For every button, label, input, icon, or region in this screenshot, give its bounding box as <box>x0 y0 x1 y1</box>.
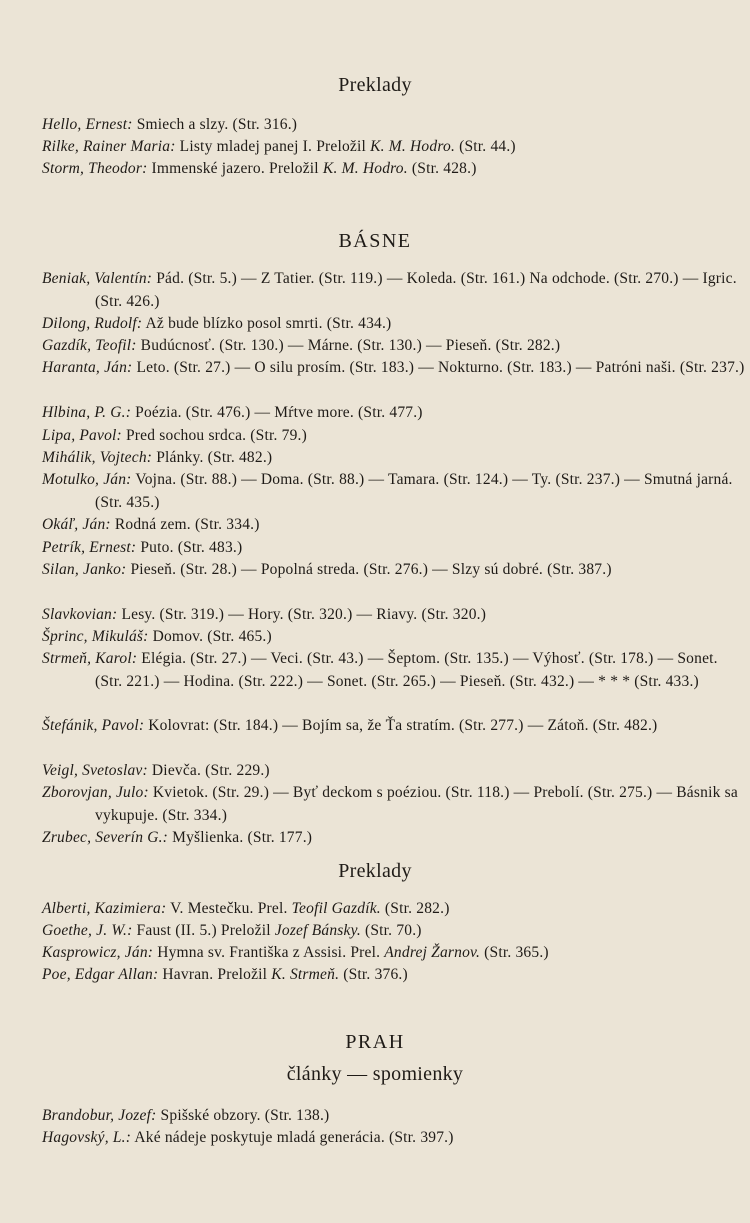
author-name: Silan, Janko: <box>42 561 127 578</box>
author-name: Zrubec, Severín G.: <box>42 829 169 846</box>
author-name: Haranta, Ján: <box>42 359 133 376</box>
author-name: Štefánik, Pavol: <box>42 717 145 734</box>
author-name: Motulko, Ján: <box>42 471 132 488</box>
page-ref: (Str. 282.) <box>380 900 450 917</box>
entry-text: Puto. (Str. 483.) <box>136 539 243 556</box>
author-name: Dilong, Rudolf: <box>42 315 143 332</box>
author-name: Poe, Edgar Allan: <box>42 966 159 983</box>
entry-dilong <box>42 313 692 336</box>
page-ref: (Str. 44.) <box>455 138 516 155</box>
entry-text: Dievča. (Str. 229.) <box>147 762 270 779</box>
page-ref: (Str. 365.) <box>480 944 549 961</box>
entry-text: Rodná zem. (Str. 334.) <box>110 516 260 533</box>
entry-text: Pred sochou srdca. (Str. 79.) <box>121 427 307 444</box>
entry-text: Myšlienka. (Str. 177.) <box>168 829 313 846</box>
translator-name: Jozef Bánsky. <box>274 922 361 939</box>
author-name: Zborovjan, Julo: <box>42 784 149 801</box>
page-ref: (Str. 428.) <box>407 160 477 177</box>
entry-haranta <box>42 357 745 380</box>
entry-text: Hymna sv. Františka z Assisi. Prel. <box>153 944 385 961</box>
entry-text: Budúcnosť. (Str. 130.) — Márne. (Str. 130.) — Pieseň. (Str. 282.) <box>136 337 561 354</box>
page-ref: (Str. 376.) <box>339 966 408 983</box>
section-heading-prah: PRAH <box>345 1031 405 1053</box>
author-name: Kasprowicz, Ján: <box>42 944 154 961</box>
entry-text: Poézia. (Str. 476.) — Mŕtve more. (Str. 477.) <box>131 404 423 421</box>
entry-stefanik <box>42 715 745 738</box>
section-heading-preklady: Preklady <box>338 74 412 96</box>
entry-veigl <box>42 760 692 783</box>
author-name: Brandobur, Jozef: <box>42 1107 157 1124</box>
author-name: Šprinc, Mikuláš: <box>42 628 149 645</box>
entry-hlbina <box>42 402 692 425</box>
translator-name: Andrej Žarnov. <box>384 944 481 961</box>
entry-text: Listy mladej panej I. Preložil <box>175 138 371 155</box>
author-name: Goethe, J. W.: <box>42 922 133 939</box>
entry-zborovjan <box>42 782 745 827</box>
entry-motulko <box>42 469 745 514</box>
entry-silan <box>42 559 745 582</box>
entry-text: Až bude blízko posol smrti. (Str. 434.) <box>142 315 392 332</box>
entry-hagovsky <box>42 1127 692 1150</box>
entry-storm <box>42 158 692 181</box>
entry-text: Kolovrat: (Str. 184.) — Bojím sa, že Ťa stratím. (Str. 277.) — Zátoň. (Str. 482.) <box>144 717 658 734</box>
section-heading-basne: BÁSNE <box>338 230 412 252</box>
author-name: Slavkovian: <box>42 606 118 623</box>
author-name: Mihálik, Vojtech: <box>42 449 153 466</box>
entry-brandobur <box>42 1105 692 1128</box>
entry-kasprowicz <box>42 942 692 965</box>
entry-hello <box>42 114 692 137</box>
entry-text: V. Mestečku. Prel. <box>166 900 292 917</box>
entry-sprinc <box>42 626 692 649</box>
entry-petrik <box>42 537 692 560</box>
entry-text: Havran. Preložil <box>158 966 272 983</box>
entry-text: Kvietok. (Str. 29.) — Byť deckom s poéziou. (Str. 118.) — Prebolí. (Str. 275.) — Básnik sa vykupuje. (Str. 334.) <box>95 784 738 824</box>
entry-rilke <box>42 136 692 159</box>
entry-slavkovian <box>42 604 692 627</box>
entry-text: Immenské jazero. Preložil <box>147 160 323 177</box>
entry-strmen <box>42 648 745 693</box>
author-name: Gazdík, Teofil: <box>42 337 137 354</box>
author-name: Alberti, Kazimiera: <box>42 900 167 917</box>
entry-zrubec <box>42 827 692 850</box>
entry-text: Spišské obzory. (Str. 138.) <box>156 1107 330 1124</box>
entry-alberti <box>42 898 692 921</box>
entry-text: Plánky. (Str. 482.) <box>152 449 273 466</box>
entry-text: Faust (II. 5.) Preložil <box>132 922 275 939</box>
author-name: Lipa, Pavol: <box>42 427 122 444</box>
entry-goethe <box>42 920 692 943</box>
translator-name: K. M. Hodro. <box>370 138 456 155</box>
translator-name: K. M. Hodro. <box>322 160 408 177</box>
section-heading-preklady-2: Preklady <box>338 860 412 882</box>
entry-text: Vojna. (Str. 88.) — Doma. (Str. 88.) — Tamara. (Str. 124.) — Ty. (Str. 237.) — Smutná jarná. (Str. 435.) <box>95 471 733 511</box>
author-name: Rilke, Rainer Maria: <box>42 138 176 155</box>
entry-gazdik <box>42 335 692 358</box>
author-name: Petrík, Ernest: <box>42 539 137 556</box>
author-name: Hlbina, P. G.: <box>42 404 132 421</box>
author-name: Okáľ, Ján: <box>42 516 111 533</box>
entry-text: Aké nádeje poskytuje mladá generácia. (Str. 397.) <box>131 1129 454 1146</box>
entry-text: Leto. (Str. 27.) — O silu prosím. (Str. 183.) — Nokturno. (Str. 183.) — Patróni naši. (Str. 237.) <box>132 359 745 376</box>
page-ref: (Str. 70.) <box>360 922 422 939</box>
author-name: Strmeň, Karol: <box>42 650 138 667</box>
entry-lipa <box>42 425 692 448</box>
translator-name: K. Strmeň. <box>271 966 340 983</box>
entry-okal <box>42 514 692 537</box>
author-name: Hello, Ernest: <box>42 116 133 133</box>
author-name: Hagovský, L.: <box>42 1129 132 1146</box>
author-name: Veigl, Svetoslav: <box>42 762 148 779</box>
entry-text: Smiech a slzy. (Str. 316.) <box>132 116 298 133</box>
entry-text: Elégia. (Str. 27.) — Veci. (Str. 43.) — Šeptom. (Str. 135.) — Výhosť. (Str. 178.) — Sonet. (Str. 221.) — Hodina. (Str. 222.) — Sonet. (Str. 265.) — Pieseň. (Str. 432.) — * * * (Str. 433.) <box>95 650 718 690</box>
entry-text: Pieseň. (Str. 28.) — Popolná streda. (Str. 276.) — Slzy sú dobré. (Str. 387.) <box>126 561 612 578</box>
author-name: Storm, Theodor: <box>42 160 148 177</box>
author-name: Beniak, Valentín: <box>42 270 153 287</box>
entry-beniak <box>42 268 745 313</box>
translator-name: Teofil Gazdík. <box>291 900 381 917</box>
entry-poe <box>42 964 692 987</box>
entry-mihalik <box>42 447 692 470</box>
entry-text: Domov. (Str. 465.) <box>148 628 272 645</box>
entry-text: Pád. (Str. 5.) — Z Tatier. (Str. 119.) — Koleda. (Str. 161.) Na odchode. (Str. 270.) — Igric. (Str. 426.) <box>95 270 737 310</box>
entry-text: Lesy. (Str. 319.) — Hory. (Str. 320.) — Riavy. (Str. 320.) <box>117 606 487 623</box>
section-subheading: články — spomienky <box>286 1063 464 1085</box>
